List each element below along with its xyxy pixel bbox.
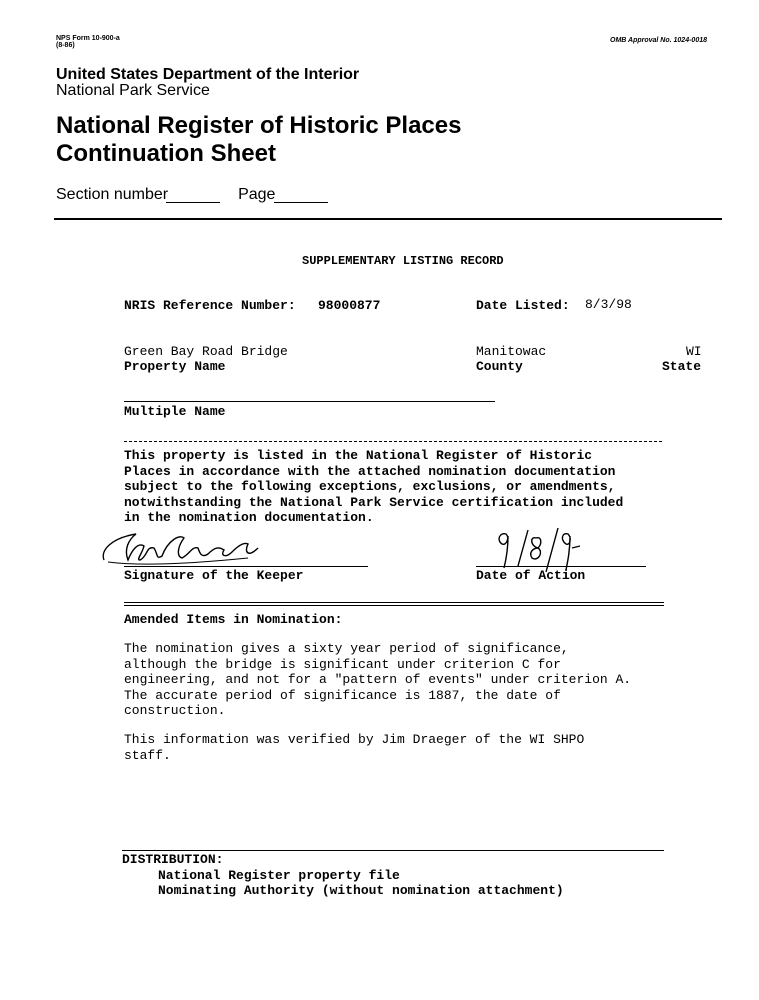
omb-approval: OMB Approval No. 1024-0018: [610, 37, 707, 44]
department-name: United States Department of the Interior: [56, 66, 360, 83]
verification-paragraph: This information was verified by Jim Draeger of the WI SHPO staff.: [124, 732, 585, 763]
property-name-label: Property Name: [124, 359, 226, 374]
page-label: Page: [238, 186, 276, 203]
certification-statement: This property is listed in the National Register of Historic Places in accordance with the attached nomination documentation subject to the following exceptions, exclusions, or amendments, notwithstanding the National Park Service certification included in the nomination documentation.: [124, 448, 624, 525]
date-listed-label: Date Listed:: [476, 298, 570, 313]
date-of-action-line: [476, 566, 646, 567]
amended-items-label: Amended Items in Nomination:: [124, 612, 343, 627]
county-label: County: [476, 359, 523, 374]
distribution-item: National Register property file: [158, 868, 400, 883]
signature-of-keeper-label: Signature of the Keeper: [124, 568, 304, 583]
double-separator: [124, 602, 664, 606]
signature-text: [98, 520, 99, 521]
register-title: National Register of Historic Places Continuation Sheet: [56, 112, 462, 167]
multiple-name-line: [124, 401, 495, 402]
date-of-action-text: [492, 526, 493, 527]
date-of-action-label: Date of Action: [476, 568, 586, 583]
state-label: State: [662, 359, 702, 374]
nris-reference-value: 98000877: [318, 298, 381, 313]
service-name: National Park Service: [56, 82, 210, 99]
form-number-text: NPS Form 10-900-a: [56, 35, 120, 42]
dashed-separator: [124, 441, 662, 442]
property-name-value: Green Bay Road Bridge: [124, 344, 288, 359]
multiple-name-label: Multiple Name: [124, 404, 226, 419]
state-value: WI: [686, 344, 702, 359]
form-date-text: (8-86): [56, 42, 75, 49]
page-number-blank: [274, 202, 328, 203]
signature-scribble-icon: [98, 520, 268, 570]
record-title: SUPPLEMENTARY LISTING RECORD: [302, 254, 504, 268]
county-value: Manitowac: [476, 344, 547, 359]
form-number: [56, 35, 120, 49]
distribution-label: DISTRIBUTION:: [122, 852, 224, 867]
section-number-blank: [166, 202, 220, 203]
signature-line: [124, 566, 368, 567]
section-number-label: Section number: [56, 186, 169, 203]
header-divider: [54, 218, 722, 220]
date-listed-value: 8/3/98: [585, 297, 632, 312]
distribution-item: Nominating Authority (without nomination attachment): [158, 883, 564, 898]
amendment-paragraph: The nomination gives a sixty year period of significance, although the bridge is significant under criterion C for engineering, and not for a "pattern of events" under criterion A. The accurate period of significance is 1887, the date of construction.: [124, 641, 632, 718]
distribution-line: [122, 850, 664, 851]
nris-reference-label: NRIS Reference Number:: [124, 298, 296, 313]
